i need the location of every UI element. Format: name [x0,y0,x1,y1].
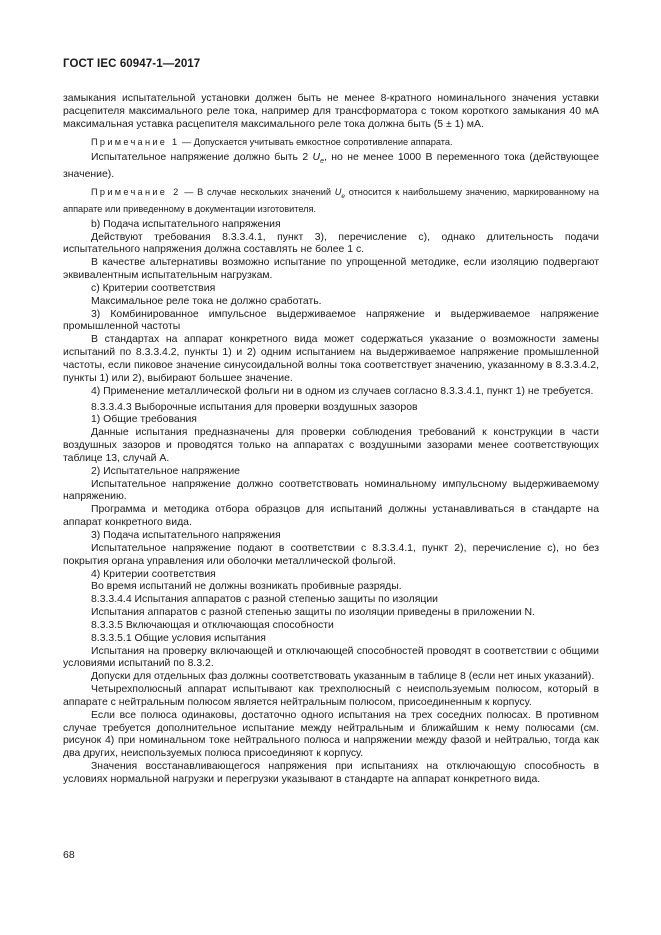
paragraph: Испытания аппаратов с разной степенью защиты по изоляции приведены в приложении N. [91,607,535,619]
subscript-e: e [341,192,345,200]
text-run: , но не менее 1000 В переменного тока (действующее значение). [63,151,599,180]
section-heading: 8.3.3.4.3 Выборочные испытания для проверки воздушных зазоров [91,401,418,413]
section-heading: 8.3.3.4.4 Испытания аппаратов с разной степенью защиты по изоляции [91,594,438,606]
paragraph: Если все полюса одинаковы, достаточно одного испытания на трех соседних полюсах. В противном случае требуется дополнительное испытание между нейтральным и ближайшим к нему полюсами (см. рисунок 4) при номинальном токе нейтрального полюса и напряжении между фазой и нейтралью, тогда как два других, неиспользуемых полюса присоединяют к корпусу. [63,709,599,760]
paragraph: 3) Комбинированное импульсное выдерживаемое напряжение и выдерживаемое напряжение промышленной частоты [63,308,599,333]
page-number: 68 [63,849,75,861]
document-header: ГОСТ IEC 60947-1—2017 [63,58,201,70]
paragraph: 2) Испытательное напряжение [91,465,240,477]
text-run: Испытательное напряжение должно быть 2 [91,151,313,163]
paragraph: Максимальное реле тока не должно сработать. [91,295,322,307]
note-text: — В случае нескольких значений [180,186,335,197]
paragraph: 4) Критерии соответствия [91,568,216,580]
paragraph: замыкания испытательной установки должен быть не менее 8-кратного номинального значения уставки расцепителя максимального реле тока, например для трансформатора с током короткого замыкания 40 мА максимальная уставка расцепителя максимального реле тока должна быть (5 ± 1) мА. [63,93,599,130]
paragraph: Во время испытаний не должны возникать пробивные разряды. [91,581,402,593]
subscript-e: e [320,157,324,165]
paragraph: Программа и методика отбора образцов для испытаний должны устанавливаться в стандарте на аппарат конкретного вида. [63,504,599,529]
note-1 [63,136,599,148]
paragraph: Четырехполюсный аппарат испытывают как трехполюсный с неиспользуемым полюсом, который в аппарате с нейтральным полюсом является нейтральным полюсом, присоединенным к корпусу. [63,684,599,708]
paragraph: Испытания на проверку включающей и отключающей способностей проводят в соответствии с общими условиями испытаний по 8.3.2. [63,645,599,670]
note-label: Примечание 1 [91,136,180,147]
symbol-u: U [334,186,342,197]
paragraph: В стандартах на аппарат конкретного вида может содержаться указание о возможности замены испытаний по 8.3.3.4.2, пункты 1) и 2) одним испытанием на выдерживаемое напряжение промышленной частоты, если пиковое значение синусоидальной волны тока соответствует значению, указанному в 8.3.3.4.2, пункты 1) или 2), выбирают большее значение. [63,334,599,384]
paragraph: В качестве альтернативы возможно испытание по упрощенной методике, если изоляцию подвергают эквивалентным испытательным нагрузкам. [63,257,599,282]
paragraph: Значения восстанавливающегося напряжения при испытаниях на отключающую способность в условиях нормальной нагрузки и перегрузки указывают в стандарте на аппарат конкретного вида. [63,761,599,786]
paragraph: с) Критерии соответствия [91,282,216,294]
paragraph: Данные испытания предназначены для проверки соблюдения требований к конструкции в части воздушных зазоров и проводятся только на аппаратах с воздушными зазорами менее соответствующих таблице 13, случай А. [63,427,599,464]
paragraph: b) Подача испытательного напряжения [91,218,281,230]
paragraph: Действуют требования 8.3.3.4.1, пункт 3), перечисление с), однако длительность подачи испытательного напряжения должна составлять не более 1 с. [63,231,599,256]
symbol-u: U [312,151,321,163]
paragraph: 1) Общие требования [91,414,197,426]
note-text: относится к наибольшему значению, маркированному на аппарате или приведенному в документации изготовителя. [63,186,599,214]
paragraph: Допуски для отдельных фаз должны соответствовать указанным в таблице 8 (если нет иных указаний). [91,671,595,683]
note-2 [63,186,599,215]
section-heading: 8.3.3.5.1 Общие условия испытания [91,632,266,644]
document-body [63,93,599,787]
paragraph: 4) Применение металлической фольги ни в одном из случаев согласно 8.3.3.4.1, пункт 1) не требуется. [91,385,594,397]
paragraph [63,152,599,182]
note-text: — Допускается учитывать емкостное сопротивление аппарата. [179,136,453,147]
paragraph: 3) Подача испытательного напряжения [91,529,281,541]
paragraph: Испытательное напряжение подают в соответствии с 8.3.3.4.1, пункт 2), перечисление с), но без покрытия органа управления или оболочки металлической фольгой. [63,542,599,567]
section-heading: 8.3.3.5 Включающая и отключающая способности [91,619,334,631]
note-label: Примечание 2 [91,186,181,197]
paragraph: Испытательное напряжение должно соответствовать номинальному импульсному выдерживаемому напряжению. [63,478,599,503]
